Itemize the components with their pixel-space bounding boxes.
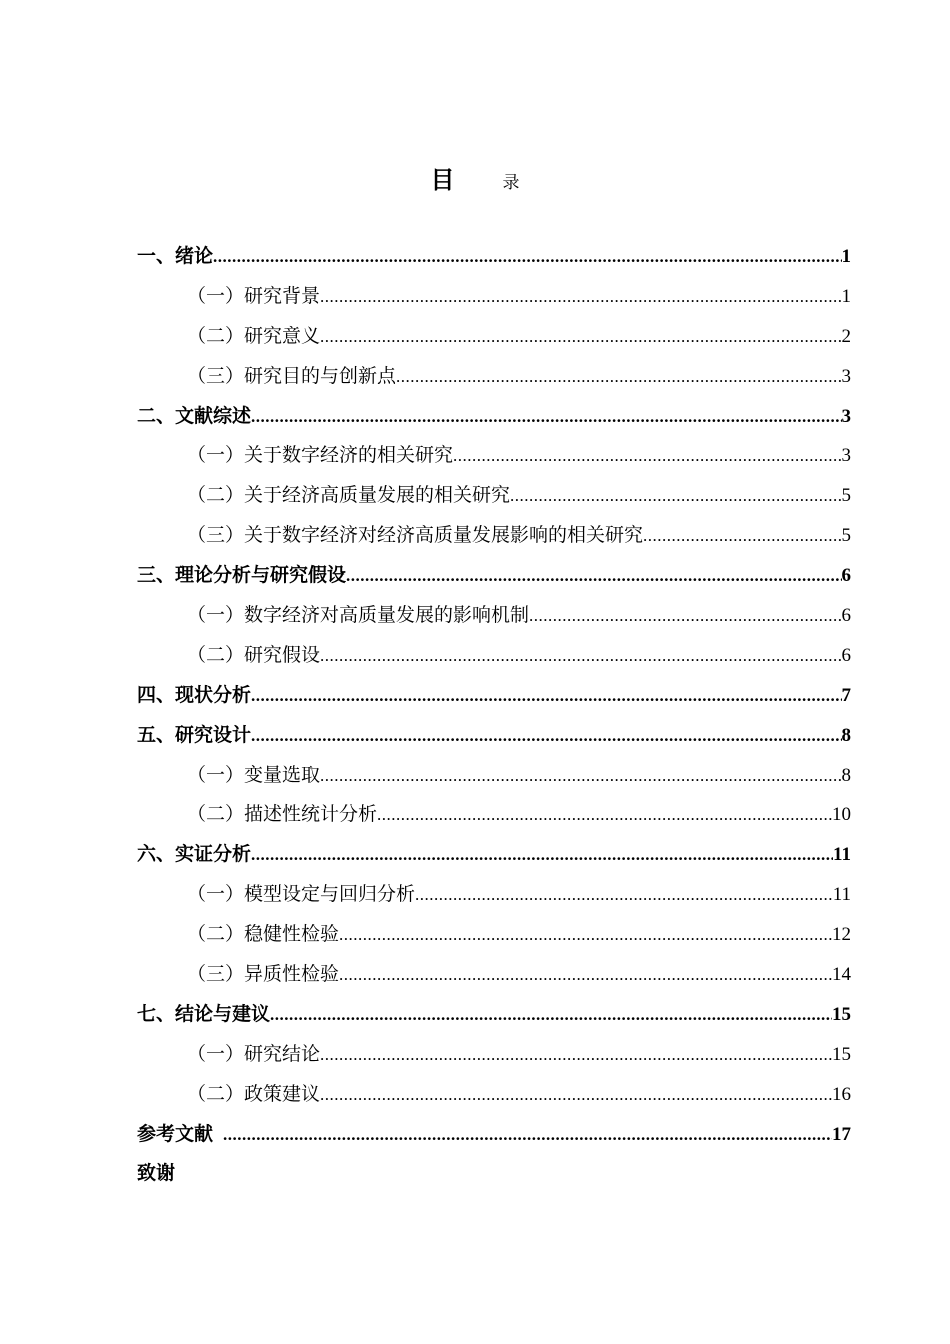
toc-section-entry[interactable] bbox=[137, 1035, 851, 1075]
toc-dot-leader bbox=[213, 237, 841, 277]
toc-entry-title: （二）稳健性检验 bbox=[187, 923, 340, 946]
toc-section-entry[interactable] bbox=[137, 756, 851, 796]
toc-entry-title: （二）描述性统计分析 bbox=[187, 803, 378, 826]
toc-entry-title: 三、理论分析与研究假设 bbox=[137, 564, 347, 587]
toc-chapter-entry[interactable] bbox=[137, 995, 851, 1035]
toc-page-number: 7 bbox=[841, 684, 851, 706]
toc-section-entry[interactable] bbox=[137, 596, 851, 636]
toc-section-entry[interactable] bbox=[137, 875, 851, 915]
toc-entry-title: （二）关于经济高质量发展的相关研究 bbox=[187, 484, 511, 507]
toc-chapter-entry[interactable] bbox=[137, 716, 851, 756]
toc-dot-leader bbox=[510, 476, 841, 516]
toc-dot-leader bbox=[339, 955, 832, 995]
toc-entry-title: （一）变量选取 bbox=[187, 763, 321, 786]
toc-section-entry[interactable] bbox=[137, 795, 851, 835]
toc-entry-title: （一）研究结论 bbox=[187, 1042, 321, 1065]
toc-page-number: 11 bbox=[832, 884, 851, 906]
toc-dot-leader bbox=[320, 756, 841, 796]
toc-title-char-1: 目 bbox=[430, 166, 455, 194]
toc-entry-title: 致谢 bbox=[137, 1162, 176, 1185]
toc-chapter-entry[interactable] bbox=[137, 237, 851, 277]
toc-entry-title: （二）研究假设 bbox=[187, 643, 321, 666]
toc-page-number: 6 bbox=[841, 565, 851, 587]
toc-entry-title: 六、实证分析 bbox=[137, 843, 252, 866]
toc-dot-leader bbox=[320, 1075, 832, 1115]
toc-page-number: 16 bbox=[832, 1083, 851, 1105]
toc-dot-leader bbox=[377, 795, 832, 835]
toc-page-number: 8 bbox=[841, 724, 851, 746]
toc-dot-leader bbox=[529, 596, 841, 636]
toc-chapter-entry[interactable] bbox=[137, 676, 851, 716]
toc-entry-title: （一）数字经济对高质量发展的影响机制 bbox=[187, 604, 530, 627]
toc-chapter-entry[interactable] bbox=[137, 556, 851, 596]
toc-dot-leader bbox=[339, 915, 832, 955]
toc-entry-title: （一）模型设定与回归分析 bbox=[187, 883, 416, 906]
toc-section-entry[interactable] bbox=[137, 317, 851, 357]
toc-entry-title: 七、结论与建议 bbox=[137, 1002, 271, 1025]
toc-page-number: 10 bbox=[832, 804, 851, 826]
toc-page-number: 1 bbox=[841, 246, 851, 267]
toc-page-number: 6 bbox=[841, 644, 851, 666]
toc-title bbox=[0, 160, 950, 195]
toc-dot-leader bbox=[320, 636, 841, 676]
toc-page-number: 1 bbox=[841, 285, 851, 307]
toc-dot-leader bbox=[251, 676, 841, 716]
toc-page-number: 3 bbox=[841, 365, 851, 387]
toc-dot-leader bbox=[320, 317, 841, 357]
toc-page-number: 12 bbox=[832, 924, 851, 946]
toc-section-entry[interactable] bbox=[137, 636, 851, 676]
toc-entry-title: （三）研究目的与创新点 bbox=[187, 364, 397, 387]
toc-page-number: 17 bbox=[832, 1123, 851, 1145]
toc-page-number: 11 bbox=[833, 844, 851, 866]
toc-section-entry[interactable] bbox=[137, 357, 851, 397]
toc-page-number: 3 bbox=[841, 405, 851, 427]
toc-dot-leader bbox=[453, 436, 841, 476]
toc-page-number: 15 bbox=[832, 1043, 851, 1065]
toc-entry-title: （三）关于数字经济对经济高质量发展影响的相关研究 bbox=[187, 524, 644, 547]
toc-dot-leader bbox=[346, 556, 841, 596]
toc-dot-leader bbox=[396, 357, 841, 397]
toc-title-char-2: 录 bbox=[502, 173, 520, 193]
toc-section-entry[interactable] bbox=[137, 277, 851, 317]
toc-entry-title: （二）研究意义 bbox=[187, 324, 321, 347]
toc-section-entry[interactable] bbox=[137, 436, 851, 476]
toc-dot-leader bbox=[213, 1115, 832, 1155]
table-of-contents bbox=[137, 237, 851, 1194]
toc-chapter-entry[interactable] bbox=[137, 397, 851, 437]
toc-section-entry[interactable] bbox=[137, 516, 851, 556]
toc-entry-title: 五、研究设计 bbox=[137, 723, 252, 746]
toc-entry-title: （一）关于数字经济的相关研究 bbox=[187, 444, 454, 467]
toc-entry-title: （一）研究背景 bbox=[187, 284, 321, 307]
toc-dot-leader bbox=[643, 516, 841, 556]
toc-chapter-entry[interactable] bbox=[137, 835, 851, 875]
toc-dot-leader bbox=[251, 397, 841, 437]
toc-entry-title: 参考文献 bbox=[137, 1122, 214, 1145]
toc-entry-title: （三）异质性检验 bbox=[187, 963, 340, 986]
toc-entry-title: （二）政策建议 bbox=[187, 1082, 321, 1105]
toc-dot-leader bbox=[320, 277, 841, 317]
toc-entry-title: 二、文献综述 bbox=[137, 404, 252, 427]
toc-entry-title: 一、绪论 bbox=[137, 245, 214, 267]
toc-page-number: 5 bbox=[841, 485, 851, 507]
toc-entry-title: 四、现状分析 bbox=[137, 683, 252, 706]
toc-section-entry[interactable] bbox=[137, 476, 851, 516]
toc-page-number: 2 bbox=[841, 325, 851, 347]
toc-page-number: 8 bbox=[841, 764, 851, 786]
toc-section-entry[interactable] bbox=[137, 1075, 851, 1115]
toc-dot-leader bbox=[320, 1035, 832, 1075]
toc-page-number: 5 bbox=[841, 525, 851, 547]
toc-dot-leader bbox=[270, 995, 832, 1035]
toc-chapter-entry[interactable] bbox=[137, 1115, 851, 1155]
toc-dot-leader bbox=[415, 875, 833, 915]
toc-page-number: 3 bbox=[841, 445, 851, 467]
toc-dot-leader bbox=[251, 716, 841, 756]
toc-page-number: 14 bbox=[832, 964, 851, 986]
toc-page-number: 6 bbox=[841, 605, 851, 627]
toc-section-entry[interactable] bbox=[137, 915, 851, 955]
toc-chapter-entry[interactable] bbox=[137, 1154, 851, 1194]
toc-section-entry[interactable] bbox=[137, 955, 851, 995]
toc-dot-leader bbox=[251, 835, 833, 875]
toc-page-number: 15 bbox=[832, 1003, 851, 1025]
